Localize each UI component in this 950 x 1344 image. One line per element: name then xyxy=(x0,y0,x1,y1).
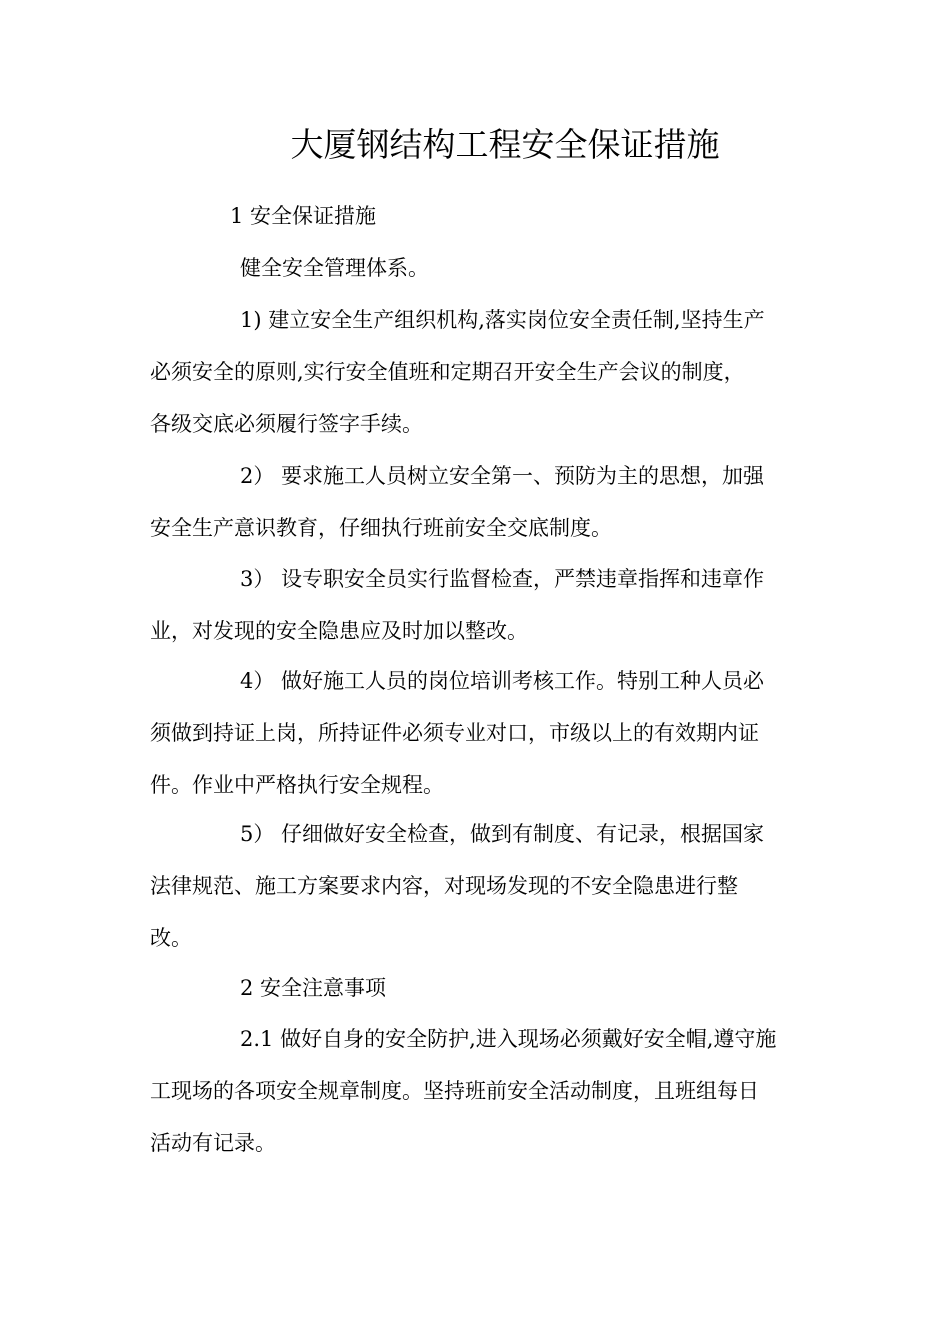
list-item-1-line: 1) 建立安全生产组织机构,落实岗位安全责任制,坚持生产 xyxy=(240,308,765,332)
list-item-5-line: 5） 仔细做好安全检查，做到有制度、有记录，根据国家 xyxy=(240,822,765,846)
list-item-4-line: 件。作业中严格执行安全规程。 xyxy=(150,773,444,797)
section-heading-1-text: 1 安全保证措施 xyxy=(230,204,377,228)
list-item-5-line: 法律规范、施工方案要求内容，对现场发现的不安全隐患进行整 xyxy=(150,874,738,898)
section-heading-2-text: 2 安全注意事项 xyxy=(240,976,387,1000)
intro-paragraph xyxy=(150,242,800,294)
list-item-4-line: 须做到持证上岗，所持证件必须专业对口，市级以上的有效期内证 xyxy=(150,721,759,745)
document-title: 大厦钢结构工程安全保证措施 xyxy=(290,125,720,164)
list-item-1-line: 各级交底必须履行签字手续。 xyxy=(150,412,423,436)
list-item-2-line: 安全生产意识教育，仔细执行班前安全交底制度。 xyxy=(150,516,612,540)
list-item-1-line: 必须安全的原则,实行安全值班和定期召开安全生产会议的制度， xyxy=(150,360,745,384)
section-heading-1 xyxy=(150,190,800,242)
list-item-2-line: 2） 要求施工人员树立安全第一、预防为主的思想，加强 xyxy=(240,464,765,488)
intro-text: 健全安全管理体系。 xyxy=(240,256,429,280)
list-item-2-1 xyxy=(150,1013,800,1169)
list-item-3-line: 业，对发现的安全隐患应及时加以整改。 xyxy=(150,619,528,643)
list-item-3-line: 3） 设专职安全员实行监督检查，严禁违章指挥和违章作 xyxy=(240,567,765,591)
list-item-4 xyxy=(150,655,800,811)
section-heading-2 xyxy=(150,962,800,1014)
list-item-2-1-line: 工现场的各项安全规章制度。坚持班前安全活动制度，且班组每日 xyxy=(150,1079,759,1103)
list-item-2-1-line: 活动有记录。 xyxy=(150,1131,276,1155)
list-item-1 xyxy=(150,294,800,450)
list-item-5-line: 改。 xyxy=(150,926,192,950)
list-item-3 xyxy=(150,553,800,657)
list-item-4-line: 4） 做好施工人员的岗位培训考核工作。特别工种人员必 xyxy=(240,669,765,693)
list-item-5 xyxy=(150,808,800,964)
list-item-2-1-line: 2.1 做好自身的安全防护,进入现场必须戴好安全帽,遵守施 xyxy=(240,1027,777,1051)
list-item-2 xyxy=(150,450,800,554)
